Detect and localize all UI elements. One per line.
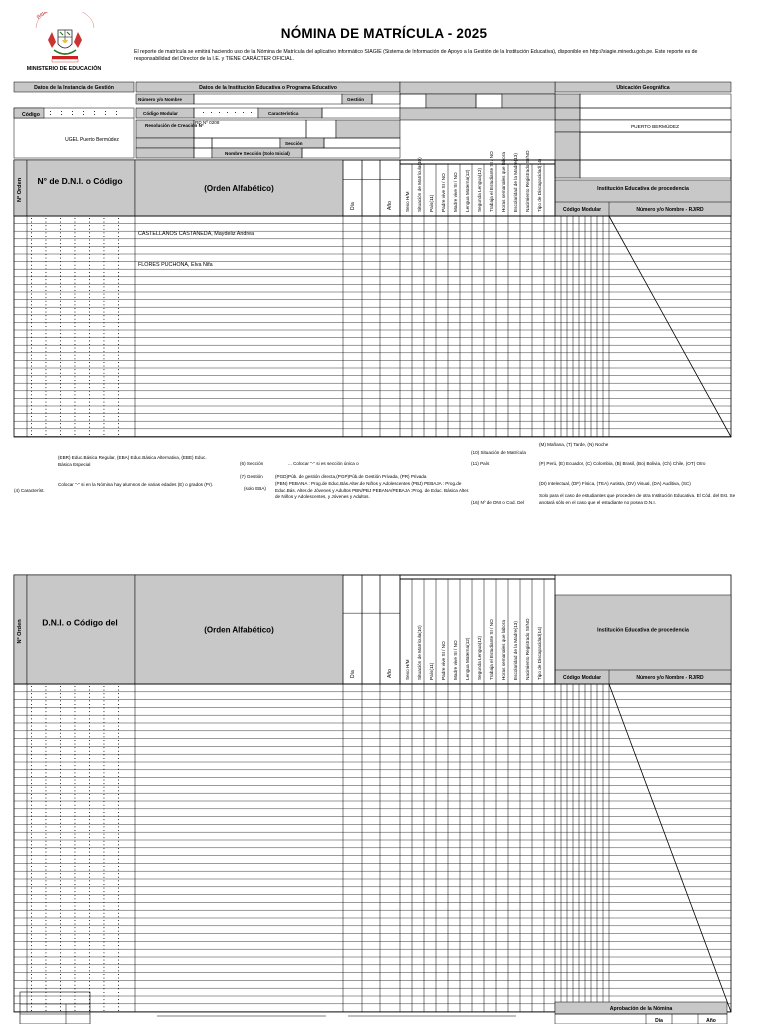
- codigo-modular-col-label: Código Modular: [562, 675, 602, 681]
- vertical-header-4: Madre vive SI / NO: [453, 172, 458, 212]
- note-programas: (PBN) PEBANA : Prog.de Educ.Bás.Alter.de Niños y Adolescentes (PBJ) PEBAJA : Prog.de Educ.Bás. Alter.de Jóvenes y Adultos PBN/PBJ PEBANA/PEBAJA :Prog. de Educ. Básica Alter. de Niños y Adolescentes, y Jóvenes y Adultos.: [275, 481, 470, 499]
- grid-cell: [555, 1014, 727, 1024]
- vertical-header-10: Nacimiento Registrado SI/NO: [525, 618, 530, 680]
- procedencia-header: [555, 595, 731, 684]
- footer-anio-label: Año: [706, 1018, 716, 1024]
- vertical-header-0: Sexo H/M: [405, 191, 410, 212]
- vertical-header-6: Segunda Lengua(12): [477, 635, 482, 680]
- dni-label: D.N.I. o Código del: [42, 617, 118, 628]
- note-seccion: (6) Sección: [240, 461, 264, 466]
- procedencia-label: Institución Educativa de procedencia: [597, 186, 689, 192]
- grid-cell: [426, 94, 476, 108]
- note-dni: (16) Nº de DNI o Cod. Del: [471, 500, 524, 505]
- grid-cell: [194, 148, 212, 158]
- footer-dia-label: Día: [655, 1018, 663, 1024]
- grid-cell: [302, 148, 400, 158]
- grid-cell: [324, 138, 400, 148]
- note-turno: (M) Mañana, (T) Tarde, (N) Noche: [539, 442, 609, 447]
- vertical-header-3: Padre vive SI / NO: [441, 173, 446, 212]
- vertical-header-6: Segunda Lengua(12): [477, 167, 482, 212]
- vertical-header-7: Trabaja el Estudiante SI / NO: [489, 151, 494, 212]
- grid-cell: [555, 132, 580, 178]
- grid-cell: [212, 138, 280, 148]
- seccion-label: Sección: [285, 141, 303, 146]
- note-situacion: (10) Situación de Matrícula: [471, 450, 526, 455]
- grid-cell: [476, 94, 502, 108]
- vertical-header-9: Escolaridad de la Madre(13): [513, 621, 518, 680]
- signature-box: [20, 992, 90, 1024]
- note-solo-eba: (solo EBA): [244, 486, 266, 491]
- note-caracteristica-text: Colocar "-" si en la Nómina hay alumnos de varias edades (E) o grados (Pr).: [58, 482, 214, 487]
- grid-cell: [306, 120, 336, 138]
- orden-label: Nº Orden: [17, 619, 23, 644]
- dni-label: N° de D.N.I. o Código: [37, 176, 123, 186]
- grid-cell: [400, 108, 555, 120]
- student-name: CASTELLANOS CASTANEDA, Maydeliz Andrea: [138, 231, 255, 237]
- grid-cell: [136, 148, 194, 158]
- svg-text:República del Perú: Rep: [35, 12, 47, 21]
- note-procedencia: Solo para el caso de estudiantes que proceden de otra Institución Educativa. El Cód. del Est. Se anotará sólo en el caso que el estudiante no posea D.N.I.: [539, 493, 736, 505]
- ie-header-label: Datos de la Institución Educativa o Programa Educativo: [199, 85, 337, 91]
- orden-label: Nº Orden: [17, 177, 23, 202]
- grid-cell: [194, 94, 342, 104]
- page-title: NÓMINA DE MATRÍCULA - 2025: [280, 26, 488, 41]
- ubicacion-value: PUERTO BERMÚDEZ: [630, 125, 680, 130]
- dia-label: Día: [350, 670, 356, 678]
- vertical-header-0: Sexo H/M: [405, 659, 410, 680]
- grid-cell: [555, 94, 580, 108]
- note-discapacidad: (DI) Intelectual, (DF) Física, (TEA) Autista, (DV) Visual, (DA) Auditiva, (SC): [539, 481, 691, 486]
- anio-label: Año: [387, 669, 393, 678]
- numero-nombre-rd-label: Número y/o Nombre - RJ/RD: [636, 207, 704, 213]
- codigo-label: Código: [22, 112, 40, 118]
- ugel-value: UGEL Puerto Bermúdez: [65, 137, 119, 143]
- vertical-header-8: Horas semanales que labora: [501, 152, 506, 212]
- note-caracteristica: (4) Característ.: [14, 488, 45, 493]
- procedencia-label: Institución Educativa de procedencia: [597, 627, 689, 634]
- codigo-modular-col-label: Código Modular: [562, 207, 602, 213]
- gestion-label: Gestión: [347, 97, 365, 102]
- dia-label: Día: [350, 202, 356, 210]
- numero-nombre-rd-label: Número y/o Nombre - RJ/RD: [636, 675, 704, 681]
- nombre-label: (Orden Alfabético): [204, 184, 274, 193]
- diagonal-strike: [609, 216, 731, 437]
- grid-cell: [194, 138, 212, 148]
- vertical-header-5: Lengua Materna(12): [465, 169, 470, 212]
- grid-cell: [362, 160, 380, 216]
- table-body: [14, 216, 731, 437]
- nombre-seccion-label: Nombre Sección (Solo Inicial): [225, 151, 290, 156]
- vertical-header-1: Situación de Matrícula(10): [417, 157, 422, 212]
- grid-cell: [362, 575, 380, 684]
- grid-cell: [372, 94, 400, 104]
- gestion-header-label: Datos de la Instancia de Gestión: [34, 85, 114, 91]
- grid-cell: [322, 108, 400, 118]
- vertical-header-8: Horas semanales que labora: [501, 620, 506, 680]
- grid-cell: [580, 108, 731, 120]
- ministry-name: MINISTERIO DE EDUCACIÓN: [26, 66, 102, 72]
- dni-header: [27, 160, 135, 216]
- note-modalidad: (EBR) Educ.Básica Regular, (EBA) Educ.Básica Alternativa, (EBE) Educ. Básica Especial: [58, 455, 207, 467]
- grid-cell: [336, 120, 400, 138]
- grid-cell: [580, 132, 731, 178]
- disclaimer-text: El reporte de matrícula se emitirá haciendo uso de la Nómina de Matrícula del aplicativo informático SIAGIE (Sistema de Información de Apoyo a la Gestión de la Institución Educativa), disponible en http://siagie.minedu.gob.pe. Este reporte es de responsabilidad del Director de la I.E. y TIENE CARÁCTER OFICIAL.: [134, 49, 698, 62]
- vertical-header-3: Padre vive SI / NO: [441, 641, 446, 680]
- vertical-header-1: Situación de Matrícula(10): [417, 625, 422, 680]
- grid-cell: [194, 108, 258, 118]
- note-paises: (P) Perú, (E) Ecuador, (C) Colombia, (B) Brasil, (Bo) Bolivia, (Ch) Chile, (OT) Otro: [539, 461, 706, 466]
- grid-cell: [502, 94, 555, 108]
- grid-cell: [400, 82, 555, 94]
- note-gestion-text: (PGD)Púb. de gestión directa,(PGP)Púb.de Gestión Privada, (PR) Privada: [275, 474, 427, 479]
- vertical-header-5: Lengua Materna(12): [465, 637, 470, 680]
- vertical-header-9: Escolaridad de la Madre(13): [513, 153, 518, 212]
- ubicacion-header-label: Ubicación Geográfica: [616, 85, 670, 91]
- vertical-header-2: País(11): [429, 662, 434, 680]
- grid-cell: [343, 575, 362, 684]
- anio-label: Año: [387, 201, 393, 210]
- aprobacion-label: Aprobación de la Nómina: [609, 1006, 673, 1012]
- vertical-header-11: Tipo de Discapacidad(14): [537, 158, 542, 212]
- note-seccion-text: ... Colocar "-" si es sección única o: [288, 461, 359, 466]
- caracteristica-label: Característica: [268, 111, 299, 116]
- grid-cell: [380, 575, 400, 684]
- dni-header: [27, 575, 135, 684]
- grid-cell: [580, 94, 731, 108]
- grid-cell: [136, 138, 194, 148]
- resolucion-label: Resolución de Creación N°: [145, 123, 204, 128]
- note-pais: (11) País: [471, 461, 490, 466]
- student-name: FLORES PUCHONA, Elva Nifa: [138, 262, 213, 268]
- grid-cell: [400, 94, 426, 108]
- grid-cell: [555, 108, 580, 120]
- vertical-header-11: Tipo de Discapacidad(14): [537, 626, 542, 680]
- nombre-label: (Orden Alfabético): [204, 625, 274, 635]
- vertical-header-4: Madre vive SI / NO: [453, 640, 458, 680]
- vertical-header-10: Nacimiento Registrado SI/NO: [525, 150, 530, 212]
- vertical-header-2: País(11): [429, 194, 434, 212]
- numero-nombre-label: Número y/o Nombre: [138, 97, 182, 102]
- codigo-modular-label: Código Modular: [143, 111, 178, 116]
- vertical-header-7: Trabaja el Estudiante SI / NO: [489, 619, 494, 680]
- note-gestion: (7) Gestión: [240, 474, 263, 479]
- resolucion-value: RD Nº 0208: [195, 120, 220, 125]
